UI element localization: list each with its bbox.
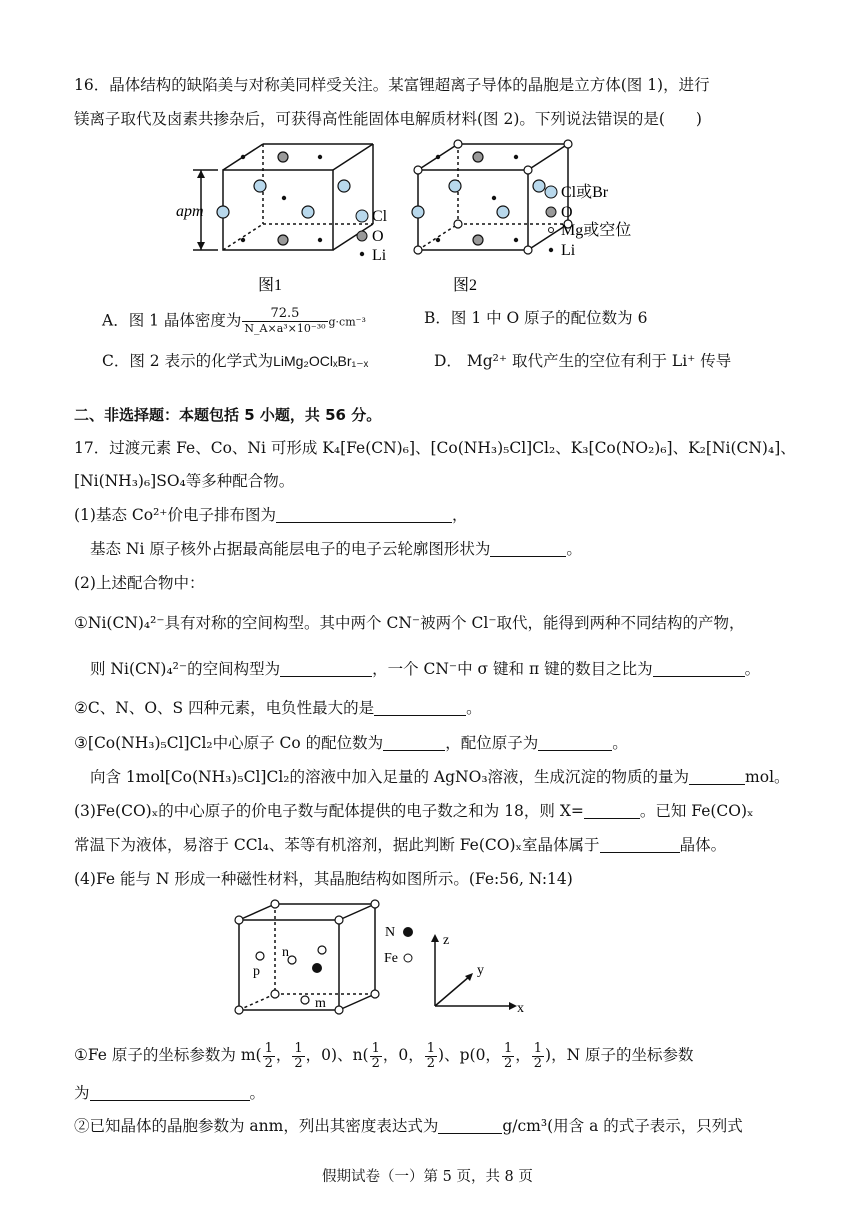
svg-text:N: N: [385, 925, 396, 940]
q17-p4-2: ②已知晶体的晶胞参数为 anm，列出其密度表达式为 g/cm³(用含 a 的式子表示，只列式: [74, 1117, 743, 1135]
svg-text:Cl或Br: Cl或Br: [561, 184, 609, 201]
q17-p2-2: ②C、N、O、S 四种元素，电负性最大的是 。: [74, 699, 482, 717]
q17-p3a: (3)Fe(CO)ₓ的中心原子的价电子数与配体提供的电子数之和为 18，则 X= 。已知 Fe(CO)ₓ: [74, 802, 754, 820]
q16-option-d: D． Mg²⁺ 取代产生的空位有利于 Li⁺ 传导: [434, 352, 732, 370]
q17-p2-3: ③[Co(NH₃)₅Cl]Cl₂中心原子 Co 的配位数为 ，配位原子为 。: [74, 734, 628, 752]
svg-text:z: z: [443, 933, 450, 948]
figure-1: [176, 140, 398, 300]
fe-n-cell-figure: [225, 900, 545, 1025]
q17-p2-1a: ①Ni(CN)₄²⁻具有对称的空间构型。其中两个 CN⁻被两个 Cl⁻取代，能得到两种不同结构的产物，: [74, 614, 745, 632]
q17-p4: (4)Fe 能与 N 形成一种磁性材料，其晶胞结构如图所示。(Fe:56, N:14): [74, 870, 573, 888]
answer-blank[interactable]: [584, 802, 640, 819]
svg-text:Li: Li: [372, 247, 387, 264]
answer-blank[interactable]: [600, 836, 680, 853]
svg-text:Cl: Cl: [372, 208, 388, 225]
svg-text:O: O: [372, 228, 384, 245]
svg-text:m: m: [315, 996, 326, 1011]
q17-p2: (2)上述配合物中：: [74, 574, 205, 592]
svg-text:图1: 图1: [258, 277, 283, 294]
answer-blank[interactable]: [689, 768, 745, 785]
q17-p2-1b: 则 Ni(CN)₄²⁻的空间构型为 ，一个 CN⁻中 σ 键和 π 键的数目之比为 。: [90, 660, 761, 678]
svg-text:n: n: [282, 945, 289, 960]
q17-p1b: 基态 Ni 原子核外占据最高能层电子的电子云轮廓图形状为 。: [90, 540, 582, 558]
svg-text:Mg或空位: Mg或空位: [561, 222, 632, 239]
answer-blank[interactable]: [90, 1084, 250, 1101]
svg-text:Fe: Fe: [384, 951, 398, 966]
q16-option-a: A．图 1 晶体密度为 $\frac{72.5}{\text{N\_A×a³×10⁻³⁰}}$ g·cm⁻³: [102, 306, 366, 335]
page-footer: 假期试卷（一）第 5 页，共 8 页: [322, 1169, 533, 1185]
q16-option-b: B．图 1 中 O 原子的配位数为 6: [424, 309, 648, 327]
answer-blank[interactable]: [383, 734, 445, 751]
edge-label: apm: [176, 203, 204, 220]
q16-option-c: C．图 2 表示的化学式为LiMg₂OClₓBr₁₋ₓ: [102, 352, 369, 370]
q17-intro-2: [Ni(NH₃)₆]SO₄等多种配合物。: [74, 472, 295, 490]
answer-blank[interactable]: [653, 660, 745, 677]
section-heading: 二、非选择题：本题包括 5 小题，共 56 分。: [74, 406, 382, 424]
q17-p2-4: 向含 1mol[Co(NH₃)₅Cl]Cl₂的溶液中加入足量的 AgNO₃溶液，生成沉淀的物质的量为 mol。: [90, 768, 790, 786]
q17-intro-1: 17．过渡元素 Fe、Co、Ni 可形成 K₄[Fe(CN)₆]、[Co(NH₃)₅Cl]Cl₂、K₃[Co(NO₂)₆]、K₂[Ni(CN)₄]、: [74, 439, 796, 457]
q17-p4-1: ①Fe 原子的坐标参数为 m( $\frac{1}{2}$ ， $\frac{1}{2}$ ，0)、n( $\frac{1}{2}$ ，0， $\frac{1}{2}$ )、p(0， $\frac{1}{2}$ ， $\frac{1}{2}$ )，N 原子的坐标参数: [74, 1040, 694, 1071]
answer-blank[interactable]: [490, 540, 566, 557]
svg-text:p: p: [253, 964, 260, 979]
answer-blank[interactable]: [276, 506, 452, 523]
q17-p3b: 常温下为液体，易溶于 CCl₄、苯等有机溶剂，据此判断 Fe(CO)ₓ室晶体属于 晶体。: [74, 836, 727, 854]
svg-text:y: y: [477, 963, 484, 978]
q16-line1: 16．晶体结构的缺陷美与对称美同样受关注。某富锂超离子导体的晶胞是立方体(图 1)，进行: [74, 76, 710, 94]
svg-text:O: O: [561, 204, 573, 221]
answer-blank[interactable]: [538, 734, 612, 751]
q17-p4-1b: 为 。: [74, 1084, 266, 1102]
svg-text:x: x: [517, 1001, 524, 1016]
answer-blank[interactable]: [438, 1117, 502, 1134]
answer-blank[interactable]: [374, 699, 466, 716]
svg-text:图2: 图2: [453, 277, 478, 294]
figure-2: [408, 140, 668, 300]
q17-p1a: (1)基态 Co²⁺价电子排布图为 ，: [74, 506, 468, 524]
svg-text:Li: Li: [561, 242, 576, 259]
q16-line2: 镁离子取代及卤素共掺杂后，可获得高性能固体电解质材料(图 2)。下列说法错误的是( ): [74, 110, 702, 128]
answer-blank[interactable]: [280, 660, 372, 677]
